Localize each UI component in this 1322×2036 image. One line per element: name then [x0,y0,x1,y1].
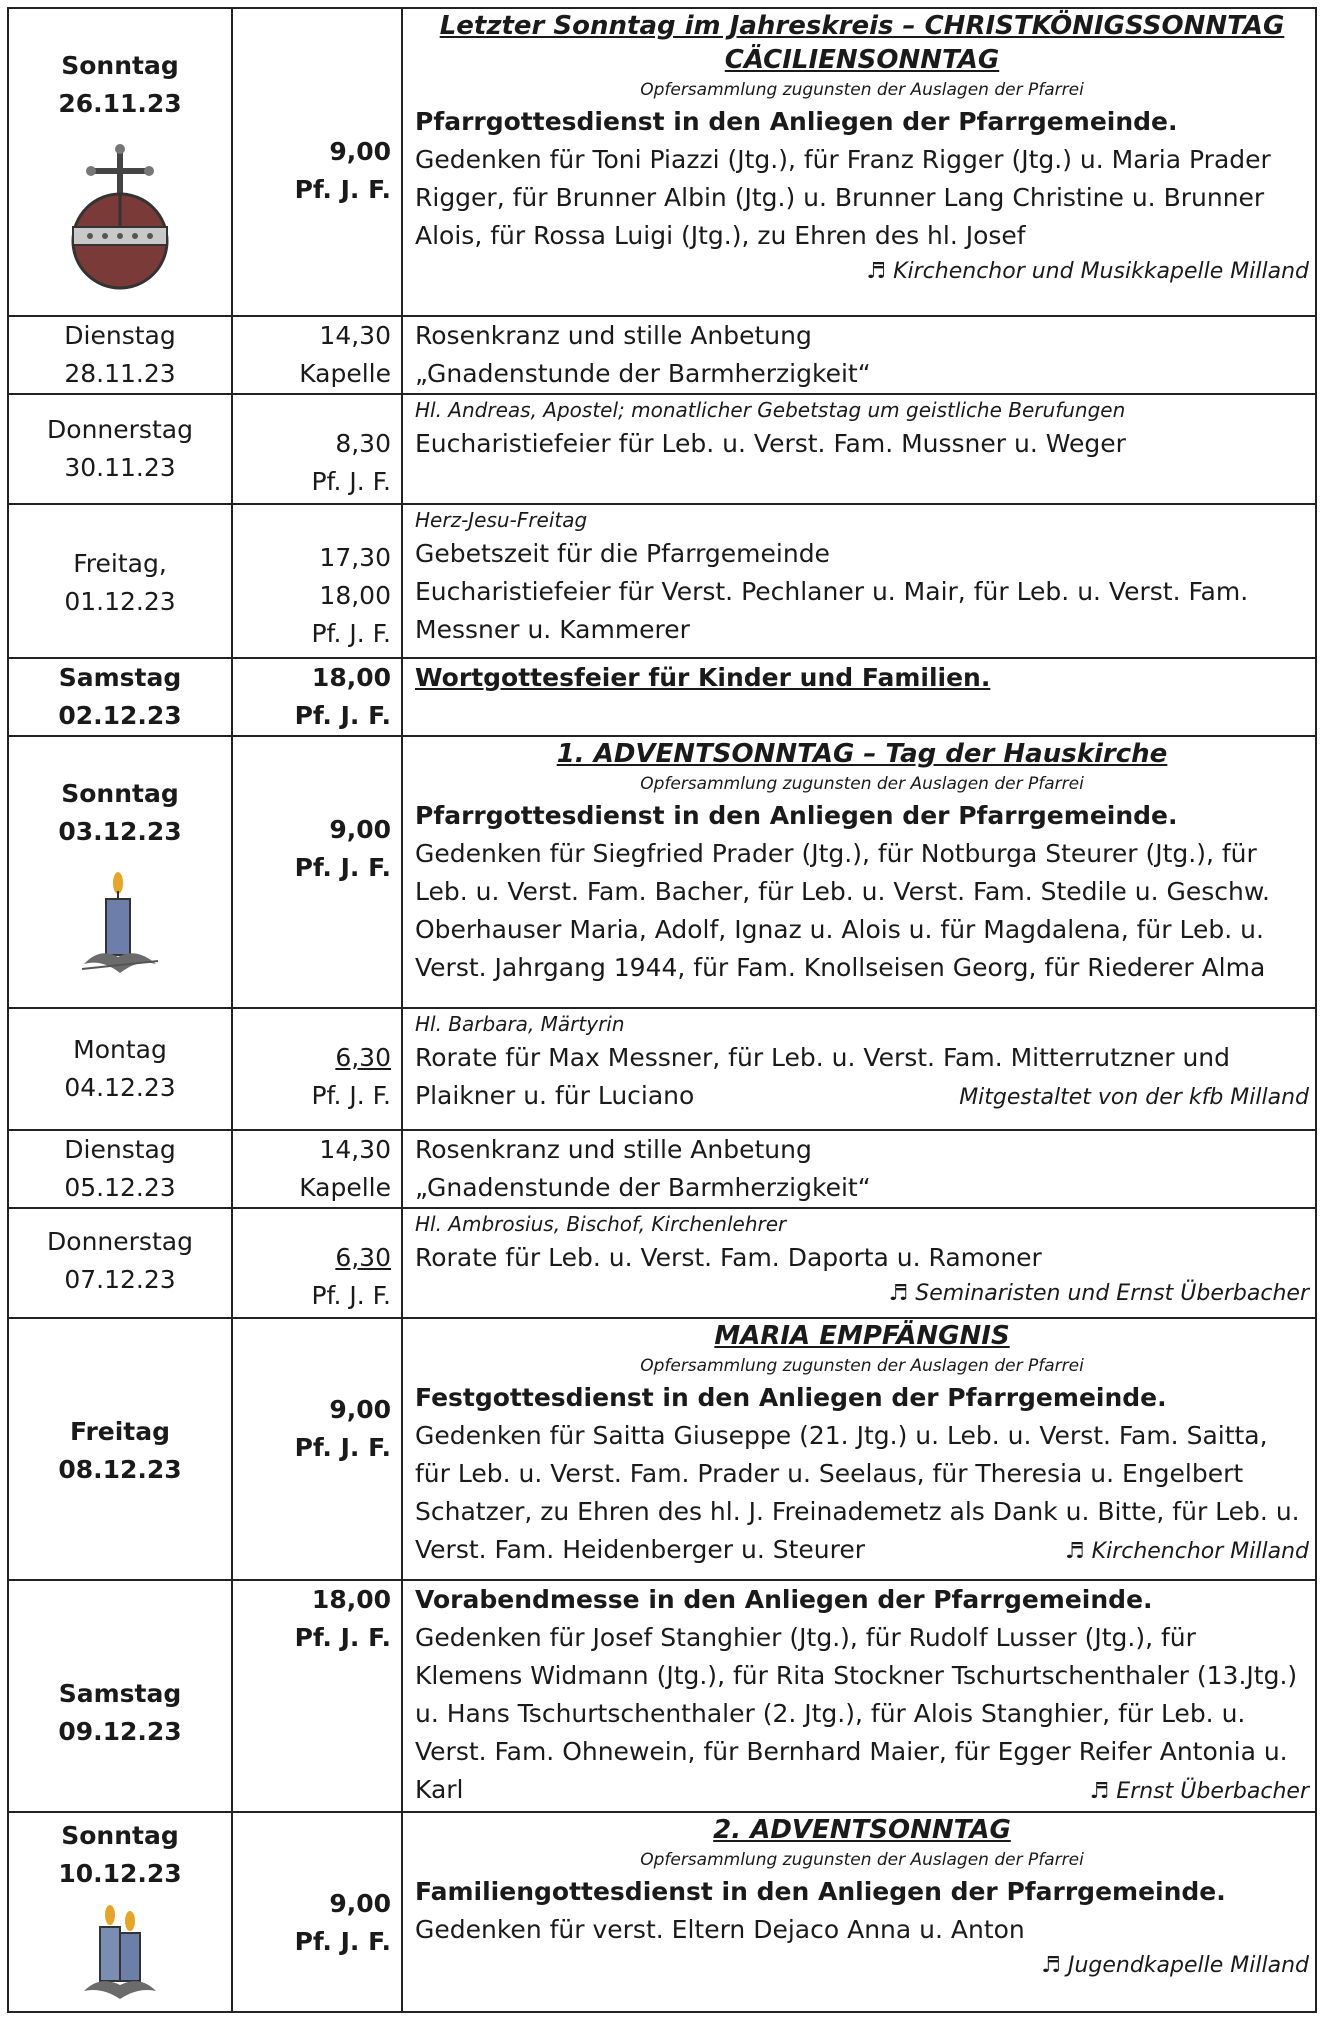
location-label: Pf. J. F. [311,1281,391,1310]
location-label: Pf. J. F. [294,175,391,204]
day-label: Sonntag [61,51,179,80]
event-cell [402,658,1316,736]
event-cell [402,736,1316,1008]
day-cell [8,1208,232,1318]
date-label: 09.12.23 [58,1717,182,1746]
music-credit: ♬ Kirchenchor und Musikkapelle Milland [866,259,1309,284]
time-label: 18,00 [319,581,391,610]
event-text: „Gnadenstunde der Barmherzigkeit“ [415,359,871,388]
event-text: Rosenkranz und stille Anbetung [415,1135,812,1164]
event-title: 2. ADVENTSONNTAG [713,1815,1011,1845]
time-cell [232,316,402,394]
time-cell [232,1318,402,1580]
location-label: Pf. J. F. [311,1081,391,1110]
collection-note: Opfersammlung zugunsten der Auslagen der Pfarrei [640,1356,1084,1376]
date-label: 04.12.23 [64,1073,176,1102]
feast-note: Hl. Ambrosius, Bischof, Kirchenlehrer [415,1212,787,1236]
day-label: Freitag, [73,549,167,578]
day-label: Samstag [58,1679,182,1708]
table-row [8,1208,1316,1318]
event-text: Messner u. Kammerer [415,615,690,644]
day-cell [8,1130,232,1208]
time-cell [232,504,402,658]
day-label: Dienstag [64,1135,176,1164]
music-credit: ♬ Jugendkapelle Milland [1041,1953,1309,1978]
time-label: 14,30 [319,321,391,350]
date-label: 28.11.23 [64,359,176,388]
event-text: Rorate für Leb. u. Verst. Fam. Daporta u. Ramoner [415,1243,1042,1272]
event-cell [402,394,1316,504]
time-cell [232,394,402,504]
event-cell [402,1208,1316,1318]
time-label: 14,30 [319,1135,391,1164]
location-label: Pf. J. F. [294,1433,391,1462]
event-text: Schatzer, zu Ehren des hl. J. Freinademetz als Dank u. Bitte, für Leb. u. [415,1497,1300,1526]
date-label: 07.12.23 [64,1265,176,1294]
location-label: Pf. J. F. [294,853,391,882]
event-last-line [415,1077,1309,1117]
feast-note: Hl. Barbara, Märtyrin [415,1012,625,1036]
day-label: Sonntag [61,779,179,808]
location-label: Pf. J. F. [294,701,391,730]
time-label: 6,30 [335,1243,391,1272]
music-credit: ♬ Seminaristen und Ernst Überbacher [888,1281,1309,1306]
collection-note: Opfersammlung zugunsten der Auslagen der Pfarrei [640,80,1084,100]
event-text: Gedenken für verst. Eltern Dejaco Anna u. Anton [415,1915,1025,1944]
time-label: 8,30 [335,429,391,458]
time-cell [232,1812,402,2012]
event-title: CÄCILIENSONNTAG [724,45,1000,75]
date-label: 30.11.23 [64,453,176,482]
table-row [8,1580,1316,1812]
event-title: 1. ADVENTSONNTAG – Tag der Hauskirche [556,739,1168,769]
time-cell [232,8,402,316]
time-cell [232,1580,402,1812]
event-text: Gebetszeit für die Pfarrgemeinde [415,539,830,568]
table-row [8,316,1316,394]
time-label: 17,30 [319,543,391,572]
time-label: 9,00 [329,815,391,844]
event-title: Letzter Sonntag im Jahreskreis – CHRISTKÖNIGSSONNTAG [439,11,1285,41]
advent-candle-icon [80,869,160,979]
location-label: Pf. J. F. [311,467,391,496]
table-row [8,394,1316,504]
schedule-table [7,7,1317,2013]
table-row [8,1130,1316,1208]
day-label: Donnerstag [47,415,193,444]
event-text: Rorate für Max Messner, für Leb. u. Verst. Fam. Mitterrutzner und [415,1043,1231,1072]
event-text: Gedenken für Josef Stanghier (Jtg.), für Rudolf Lusser (Jtg.), für [415,1623,1196,1652]
event-text: Karl [415,1775,464,1804]
event-last-line [415,1771,1309,1811]
event-text: u. Hans Tschurtschenthaler (2. Jtg.), für Alois Stanghier, für Leb. u. [415,1699,1246,1728]
day-label: Samstag [58,663,182,692]
time-cell [232,1008,402,1130]
time-label: 9,00 [329,1889,391,1918]
day-cell [8,1318,232,1580]
table-row [8,658,1316,736]
event-text: Gedenken für Siegfried Prader (Jtg.), für Notburga Steurer (Jtg.), für Leb. u. Verst. Fam. Bacher, für Leb. u. Verst. Fam. Stedile u. Geschw. Oberhauser Maria, Adolf, Ignaz u. Alois u. für Magdalena, für Leb. u. Verst. Jahrgang 1944, für Fam. Knollseisen Georg, für Riederer Alma [415,839,1270,982]
time-cell [232,1208,402,1318]
feast-note: Herz-Jesu-Freitag [415,508,588,532]
day-cell [8,658,232,736]
event-text: Verst. Fam. Heidenberger u. Steurer [415,1535,865,1564]
location-label: Pf. J. F. [294,1623,391,1652]
day-cell [8,8,232,316]
feast-note: Hl. Andreas, Apostel; monatlicher Gebetstag um geistliche Berufungen [415,398,1126,422]
event-cell [402,1008,1316,1130]
event-text: Eucharistiefeier für Leb. u. Verst. Fam. Mussner u. Weger [415,429,1126,458]
day-label: Donnerstag [47,1227,193,1256]
event-heading: Festgottesdienst in den Anliegen der Pfarrgemeinde. [415,1383,1167,1412]
date-label: 26.11.23 [58,89,182,118]
date-label: 02.12.23 [58,701,182,730]
music-credit: ♬ Ernst Überbacher [1089,1779,1309,1804]
event-text: für Leb. u. Verst. Fam. Prader u. Seelaus, für Theresia u. Engelbert [415,1459,1244,1488]
event-cell [402,316,1316,394]
event-cell [402,1580,1316,1812]
two-candles-icon [80,1899,160,1999]
time-cell [232,658,402,736]
day-cell [8,394,232,504]
day-label: Montag [73,1035,167,1064]
event-title: MARIA EMPFÄNGNIS [714,1321,1010,1351]
music-credit: ♬ Kirchenchor Milland [1064,1539,1309,1564]
date-label: 03.12.23 [58,817,182,846]
location-label: Kapelle [299,1173,391,1202]
date-label: 08.12.23 [58,1455,182,1484]
table-row [8,504,1316,658]
collection-note: Opfersammlung zugunsten der Auslagen der Pfarrei [640,1850,1084,1870]
event-text: Rosenkranz und stille Anbetung [415,321,812,350]
event-cell [402,1318,1316,1580]
date-label: 05.12.23 [64,1173,176,1202]
event-cell [402,1130,1316,1208]
event-text: Klemens Widmann (Jtg.), für Rita Stockner Tschurtschenthaler (13.Jtg.) [415,1661,1298,1690]
event-cell [402,1812,1316,2012]
table-row [8,736,1316,1008]
table-row [8,1812,1316,2012]
time-label: 6,30 [335,1043,391,1072]
event-heading: Familiengottesdienst in den Anliegen der Pfarrgemeinde. [415,1877,1226,1906]
time-label: 18,00 [311,663,391,692]
music-credit: Mitgestaltet von der kfb Milland [959,1085,1309,1110]
event-cell [402,504,1316,658]
day-cell [8,1812,232,2012]
date-label: 10.12.23 [58,1859,182,1888]
event-text: „Gnadenstunde der Barmherzigkeit“ [415,1173,871,1202]
event-last-line [415,1531,1309,1571]
time-cell [232,1130,402,1208]
day-label: Dienstag [64,321,176,350]
time-label: 9,00 [329,137,391,166]
time-label: 18,00 [311,1585,391,1614]
location-label: Pf. J. F. [311,619,391,648]
event-heading: Wortgottesfeier für Kinder und Familien. [415,663,991,692]
event-heading: Pfarrgottesdienst in den Anliegen der Pfarrgemeinde. [415,107,1178,136]
collection-note: Opfersammlung zugunsten der Auslagen der Pfarrei [640,774,1084,794]
time-cell [232,736,402,1008]
event-text: Gedenken für Toni Piazzi (Jtg.), für Franz Rigger (Jtg.) u. Maria Prader Rigger, für Brunner Albin (Jtg.) u. Brunner Lang Christine u. Brunner Alois, für Rossa Luigi (Jtg.), zu Ehren des hl. Josef [415,145,1271,250]
event-text: Gedenken für Saitta Giuseppe (21. Jtg.) u. Leb. u. Verst. Fam. Saitta, [415,1421,1268,1450]
event-text: Plaikner u. für Luciano [415,1081,695,1110]
table-row [8,1318,1316,1580]
location-label: Kapelle [299,359,391,388]
day-cell [8,1580,232,1812]
orb-cross-icon [65,141,175,291]
table-row [8,8,1316,316]
table-row [8,1008,1316,1130]
event-cell [402,8,1316,316]
day-label: Sonntag [61,1821,179,1850]
location-label: Pf. J. F. [294,1927,391,1956]
day-label: Freitag [69,1417,171,1446]
day-cell [8,504,232,658]
event-heading: Pfarrgottesdienst in den Anliegen der Pfarrgemeinde. [415,801,1178,830]
event-text: Eucharistiefeier für Verst. Pechlaner u. Mair, für Leb. u. Verst. Fam. [415,577,1249,606]
time-label: 9,00 [329,1395,391,1424]
day-cell [8,316,232,394]
date-label: 01.12.23 [64,587,176,616]
day-cell [8,736,232,1008]
event-heading: Vorabendmesse in den Anliegen der Pfarrgemeinde. [415,1585,1153,1614]
day-cell [8,1008,232,1130]
event-text: Verst. Fam. Ohnewein, für Bernhard Maier, für Egger Reifer Antonia u. [415,1737,1288,1766]
